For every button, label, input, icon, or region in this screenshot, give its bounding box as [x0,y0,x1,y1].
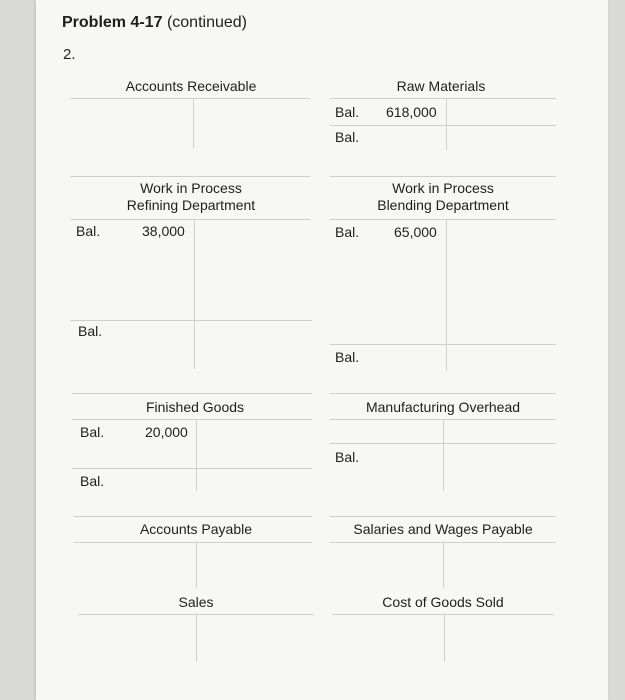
account-title: Accounts Receivable [125,78,257,94]
balance-value: 38,000 [142,223,185,239]
t-account-center-line [193,98,194,148]
account-title: Finished Goods [145,399,245,415]
balance-label: Bal. [335,104,360,120]
account-title: Manufacturing Overhead [365,399,521,415]
account-title-line-1: Work in Process [140,180,242,196]
t-account-center-line [446,219,447,371]
ending-balance-label: Bal. [80,473,105,489]
t-account-header-rule [70,176,310,177]
account-title [74,180,308,214]
t-account-top-line [72,419,312,420]
worksheet-page [36,0,608,700]
t-account-balance-line [330,443,556,444]
t-account-top-line [74,542,312,543]
t-account-balance-line [72,468,312,469]
problem-title [62,14,247,32]
ending-balance-label: Bal. [335,129,360,145]
t-account-center-line [194,219,195,369]
t-account-balance-line [330,125,556,126]
t-account-top-line [330,98,556,99]
t-account-header-rule [72,393,312,394]
account-title-line-2: Refining Department [126,197,256,213]
account-title-line-2: Blending Department [377,197,509,213]
t-account-header-rule [74,516,312,517]
t-account-header-rule [330,176,556,177]
t-account-balance-line [70,320,312,321]
balance-label: Bal. [80,424,105,440]
balance-value: 65,000 [394,224,437,240]
t-account-center-line [196,614,197,662]
t-account-balance-line [330,344,556,345]
t-account-top-line [330,219,556,220]
balance-value: 618,000 [386,104,437,120]
account-title: Salaries and Wages Payable [353,521,533,537]
t-account-header-rule [330,516,556,517]
t-account-center-line [196,419,197,491]
account-title: Cost of Goods Sold [382,594,504,610]
problem-number: Problem 4-17 [62,14,163,31]
balance-label: Bal. [335,224,360,240]
account-title-line-1: Work in Process [392,180,494,196]
t-account-center-line [443,542,444,588]
balance-value: 20,000 [145,424,188,440]
t-account-top-line [332,614,554,615]
t-account-center-line [443,419,444,491]
t-account-header-rule [330,393,556,394]
t-account-top-line [70,219,310,220]
account-title: Sales [178,594,214,610]
balance-label: Bal. [76,223,101,239]
ending-balance-label: Bal. [335,349,360,365]
account-title: Raw Materials [396,78,486,94]
continued-label: (continued) [166,14,247,31]
account-title [330,180,556,214]
t-account-center-line [446,98,447,150]
balance-label: Bal. [335,449,360,465]
t-account-center-line [196,542,197,588]
account-title: Accounts Payable [139,521,253,537]
part-number: 2. [63,46,76,63]
t-account-center-line [444,614,445,662]
ending-balance-label: Bal. [78,323,103,339]
t-account-top-line [70,98,310,99]
